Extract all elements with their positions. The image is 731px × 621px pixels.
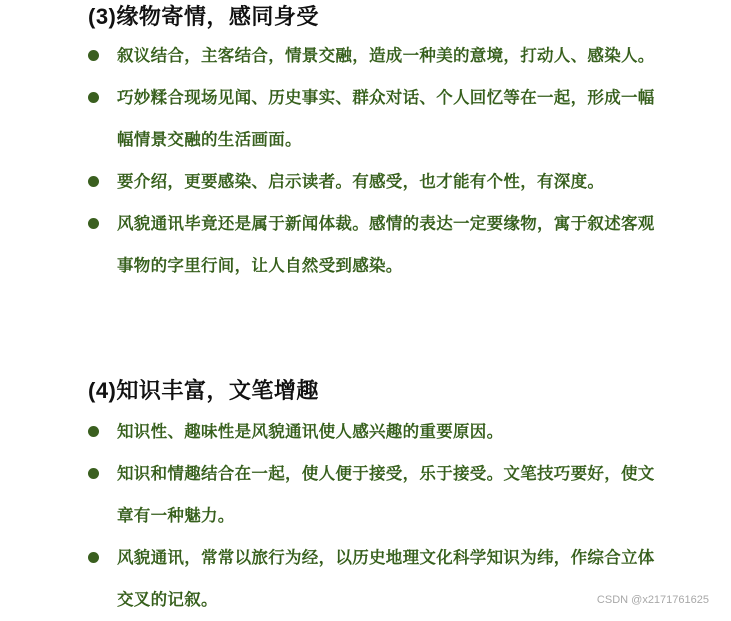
section-4-title bbox=[88, 374, 319, 405]
list-item-text: 知识和情趣结合在一起，使人便于接受，乐于接受。文笔技巧要好，使文章有一种魅力。 bbox=[117, 464, 655, 525]
section-4-bullet-list bbox=[88, 411, 658, 621]
list-item-text: 风貌通讯毕竟还是属于新闻体裁。感情的表达一定要缘物，寓于叙述客观事物的字里行间，让人自然受到感染。 bbox=[117, 214, 655, 275]
list-item bbox=[88, 161, 658, 203]
list-item-text: 风貌通讯，常常以旅行为经，以历史地理文化科学知识为纬，作综合立体交叉的记叙。 bbox=[117, 548, 655, 609]
watermark: CSDN @x2171761625 bbox=[596, 594, 709, 606]
list-item-text: 要介绍，更要感染、启示读者。有感受，也才能有个性，有深度。 bbox=[117, 172, 605, 191]
bullet-dot-icon bbox=[88, 552, 99, 563]
list-item bbox=[88, 411, 658, 453]
bullet-dot-icon bbox=[88, 218, 99, 229]
list-item bbox=[88, 453, 658, 537]
bullet-dot-icon bbox=[88, 176, 99, 187]
section-4-title-text: 知识丰富，文笔增趣 bbox=[116, 378, 319, 404]
list-item bbox=[88, 203, 658, 287]
bullet-dot-icon bbox=[88, 426, 99, 437]
section-3-title-text: 缘物寄情，感同身受 bbox=[116, 4, 319, 30]
list-item-text: 知识性、趣味性是风貌通讯使人感兴趣的重要原因。 bbox=[117, 422, 504, 441]
bullet-dot-icon bbox=[88, 92, 99, 103]
section-3-number: (3) bbox=[88, 4, 117, 29]
section-4-number: (4) bbox=[88, 378, 117, 403]
section-3-title bbox=[88, 0, 319, 31]
section-3-bullet-list bbox=[88, 35, 658, 287]
bullet-dot-icon bbox=[88, 468, 99, 479]
list-item bbox=[88, 537, 658, 621]
list-item-text: 巧妙糅合现场见闻、历史事实、群众对话、个人回忆等在一起，形成一幅幅情景交融的生活画面。 bbox=[117, 88, 655, 149]
list-item bbox=[88, 35, 658, 77]
bullet-dot-icon bbox=[88, 50, 99, 61]
list-item bbox=[88, 77, 658, 161]
list-item-text: 叙议结合，主客结合，情景交融，造成一种美的意境，打动人、感染人。 bbox=[117, 46, 655, 65]
